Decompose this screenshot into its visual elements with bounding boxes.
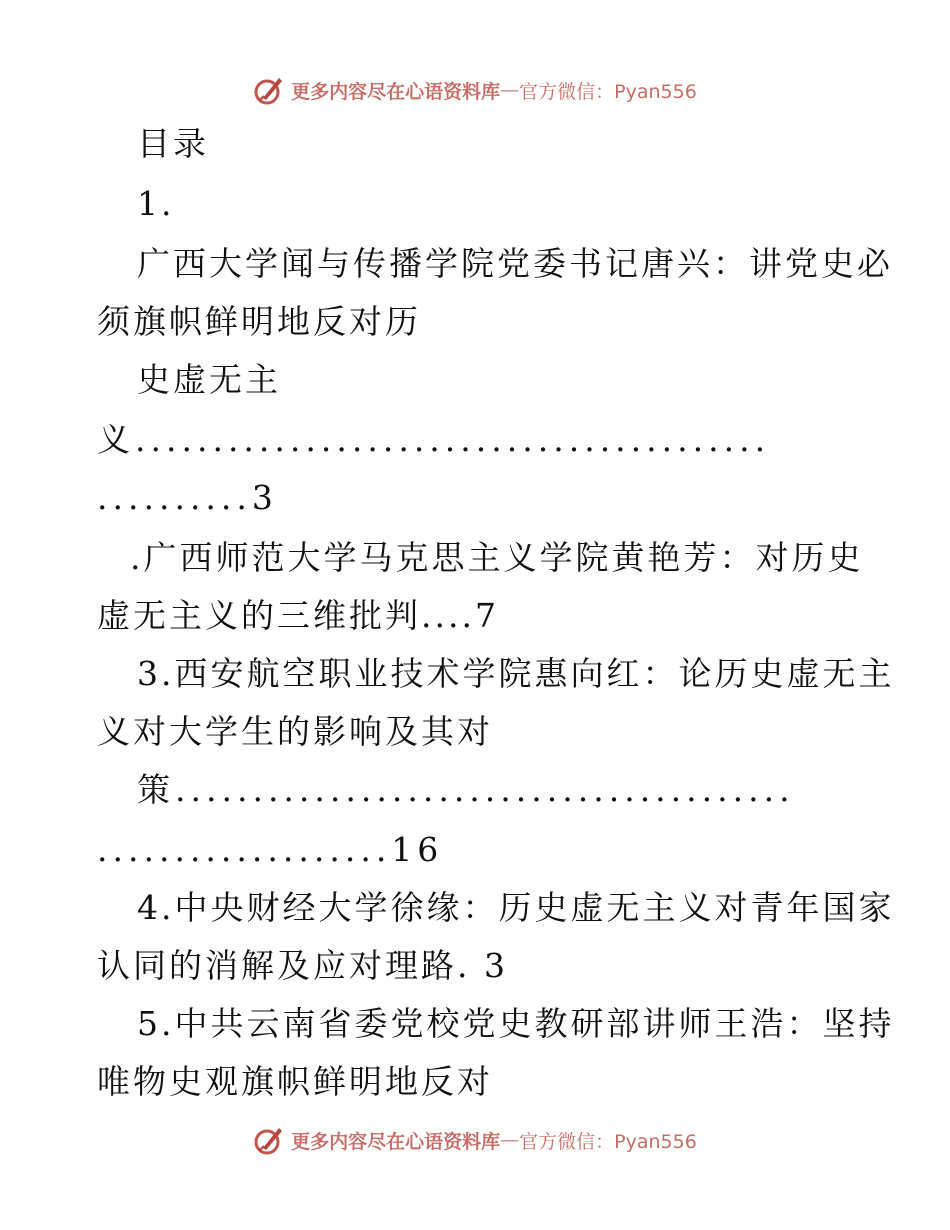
toc-line: ..........3 [97,478,278,517]
toc-line: 史虚无主 [137,360,281,399]
toc-line: 3.西安航空职业技术学院惠向红：论历史虚无主 [137,654,895,693]
toc-line: ...................16 [97,830,444,869]
toc-line: 4.中央财经大学徐缘：历史虚无主义对青年国家 [137,888,895,927]
toc-line: 策........................................ [137,770,795,809]
watermark-main-text: 更多内容尽在心语资料库 [291,1130,501,1153]
watermark-separator: — [500,1129,520,1151]
toc-line: 广西大学闻与传播学院党委书记唐兴：讲党史必 [137,244,893,283]
toc-line: 义对大学生的影响及其对 [97,712,493,751]
toc-heading: 目录 [137,124,209,163]
watermark-wechat-text: 官方微信：Pyan556 [519,80,697,103]
quill-logo-icon [253,74,285,106]
watermark-main-text: 更多内容尽在心语资料库 [291,80,501,103]
toc-line: 唯物史观旗帜鲜明地反对 [97,1062,493,1101]
toc-line: 义......................................... [97,420,771,459]
toc-line: .广西师范大学马克思主义学院黄艳芳：对历史 [130,538,864,577]
quill-logo-icon [253,1124,285,1156]
watermark-separator: — [500,79,520,101]
toc-line: 认同的消解及应对理路. 3 [97,946,508,985]
toc-line: 虚无主义的三维批判....7 [97,596,499,635]
header-watermark [0,70,950,110]
footer-watermark [0,1120,950,1160]
toc-line: 须旗帜鲜明地反对历 [97,302,421,341]
toc-line: 5.中共云南省委党校党史教研部讲师王浩：坚持 [137,1004,895,1043]
watermark-wechat-text: 官方微信：Pyan556 [519,1130,697,1153]
toc-line: 1. [137,184,175,223]
